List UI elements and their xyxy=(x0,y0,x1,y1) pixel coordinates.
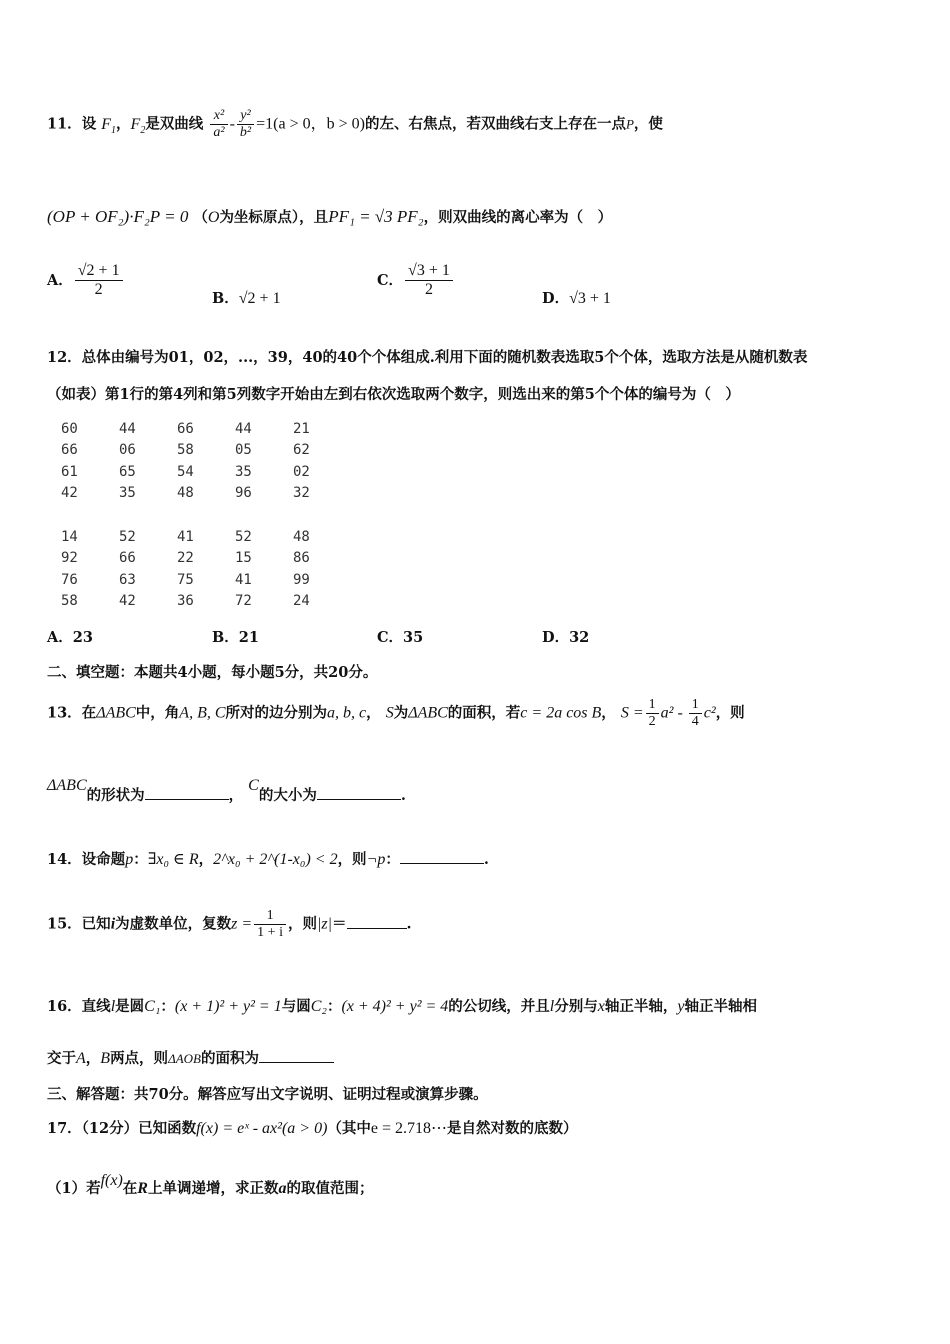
q11-line2: (OP + OF₂)·F₂P = 0 （O为坐标原点），且PF₁ = √3 PF₂，则双曲线的离心率为（ ） xyxy=(47,207,613,226)
table-cell: 14 xyxy=(61,528,78,545)
table-cell: 66 xyxy=(177,420,194,437)
table-row xyxy=(55,461,345,483)
q14-line: 14．设命题p：∃x₀ ∈ R，2^x₀ + 2^(1-x₀) < 2，则¬p： . xyxy=(47,851,489,868)
q13-line1: 13．在ΔABC中，角A, B, C所对的边分别为a, b, c， S为ΔABC的面积，若c = 2a cos B， S = $\frac{1}{2}$ a² - $\frac{1}{4}$ c²，则 xyxy=(47,697,745,730)
table-row xyxy=(55,591,345,613)
table-cell: 61 xyxy=(61,463,78,480)
q13-line2: ΔABC的形状为 ， C的大小为 . xyxy=(47,777,406,804)
table-cell: 72 xyxy=(235,593,252,610)
q13-blank-angle[interactable] xyxy=(317,799,401,800)
q12-line1: 12．总体由编号为01，02，...，39，40的40个个体组成.利用下面的随机数表选取5个个体，选取方法是从随机数表 xyxy=(47,349,808,366)
table-cell: 86 xyxy=(293,550,310,567)
q15-line: 15．已知i为虚数单位，复数z = $\frac{1}{1 + i}$ ，则|z|＝ . xyxy=(47,908,412,941)
table-cell: 44 xyxy=(235,420,252,437)
hyperbola-y-frac: $\frac{\text{y²}}{\text{b²}}$ xyxy=(237,108,254,141)
table-cell: 92 xyxy=(61,550,78,567)
q11-line1: 11．设 $F_1$，$F_2$是双曲线 $\frac{\text{x²}}{\text{a²}}$ - $\frac{\text{y²}}{\text{b²}}$ =1(a > 0，b > 0)的左、右焦点，若双曲线右支上存在一点P，使 xyxy=(47,108,663,141)
table-cell: 05 xyxy=(235,442,252,459)
section-3-heading: 三、解答题：共70分。解答应写出文字说明、证明过程或演算步骤。 xyxy=(47,1086,488,1103)
table-cell: 44 xyxy=(119,420,136,437)
q11-option-d: D．√3 + 1 xyxy=(542,290,611,307)
random-number-table-bottom xyxy=(55,526,345,612)
table-cell: 75 xyxy=(177,571,194,588)
table-cell: 41 xyxy=(177,528,194,545)
q17-line1: 17．（12分）已知函数f(x) = eˣ - ax²(a > 0)（其中e = 2.718⋯是自然对数的底数） xyxy=(47,1120,578,1137)
q14-blank[interactable] xyxy=(400,863,484,864)
table-cell: 02 xyxy=(293,463,310,480)
q12-option-b: B．21 xyxy=(212,629,259,646)
q15-blank[interactable] xyxy=(347,928,407,929)
table-cell: 35 xyxy=(235,463,252,480)
table-cell: 58 xyxy=(61,593,78,610)
table-cell: 52 xyxy=(119,528,136,545)
table-cell: 52 xyxy=(235,528,252,545)
table-cell: 24 xyxy=(293,593,310,610)
table-cell: 58 xyxy=(177,442,194,459)
q12-option-c: C．35 xyxy=(377,629,424,646)
table-cell: 65 xyxy=(119,463,136,480)
q12-option-a: A．23 xyxy=(47,629,93,646)
table-row xyxy=(55,548,345,570)
table-row xyxy=(55,526,345,548)
table-cell: 99 xyxy=(293,571,310,588)
q16-blank[interactable] xyxy=(259,1062,334,1063)
q17-part1: （1）若f(x)在R上单调递增，求正数a的取值范围； xyxy=(47,1172,374,1197)
table-cell: 35 xyxy=(119,485,136,502)
table-row xyxy=(55,418,345,440)
table-cell: 66 xyxy=(119,550,136,567)
table-cell: 42 xyxy=(61,485,78,502)
q11-option-c: C． $\frac{√3 + 1}{2}$ xyxy=(377,262,455,300)
table-row xyxy=(55,440,345,462)
table-cell: 36 xyxy=(177,593,194,610)
table-cell: 76 xyxy=(61,571,78,588)
q11-option-a: A． $\frac{√2 + 1}{2}$ xyxy=(47,262,125,300)
table-cell: 48 xyxy=(177,485,194,502)
table-row xyxy=(55,483,345,505)
table-cell: 32 xyxy=(293,485,310,502)
table-cell: 63 xyxy=(119,571,136,588)
table-cell: 60 xyxy=(61,420,78,437)
table-row xyxy=(55,569,345,591)
table-cell: 06 xyxy=(119,442,136,459)
table-cell: 62 xyxy=(293,442,310,459)
table-cell: 22 xyxy=(177,550,194,567)
table-cell: 96 xyxy=(235,485,252,502)
table-cell: 15 xyxy=(235,550,252,567)
table-cell: 21 xyxy=(293,420,310,437)
q11-option-b: B．√2 + 1 xyxy=(212,290,281,307)
table-cell: 54 xyxy=(177,463,194,480)
q16-line1: 16．直线l是圆C₁：(x + 1)² + y² = 1与圆C₂：(x + 4)² + y² = 4的公切线，并且l分别与x轴正半轴，y轴正半轴相 xyxy=(47,998,757,1015)
random-number-table-top xyxy=(55,418,345,504)
q13-blank-shape[interactable] xyxy=(145,799,229,800)
table-cell: 66 xyxy=(61,442,78,459)
q12-line2: （如表）第1行的第4列和第5列数字开始由左到右依次选取两个数字，则选出来的第5个个体的编号为（ ） xyxy=(47,386,740,403)
q12-option-d: D．32 xyxy=(542,629,590,646)
table-cell: 42 xyxy=(119,593,136,610)
table-cell: 41 xyxy=(235,571,252,588)
hyperbola-x-frac: $\frac{\text{x²}}{\text{a²}}$ xyxy=(210,108,227,141)
table-cell: 48 xyxy=(293,528,310,545)
q16-line2: 交于A，B两点，则ΔAOB的面积为 xyxy=(47,1047,334,1068)
section-2-heading: 二、填空题：本题共4小题，每小题5分，共20分。 xyxy=(47,664,378,681)
